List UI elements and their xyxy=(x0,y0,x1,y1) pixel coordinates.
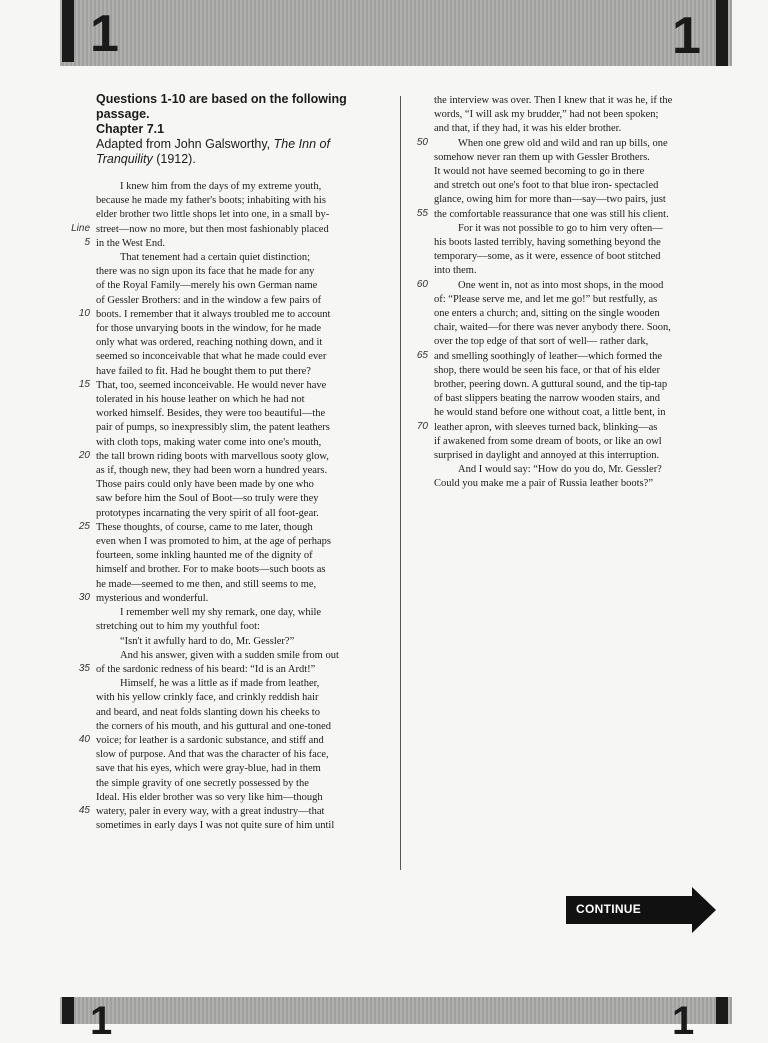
passage-line: street—now no more, but then most fashionably placed xyxy=(96,223,329,235)
passage-line: stretching out to him my youthful foot: xyxy=(96,621,260,633)
line-number: 25 xyxy=(78,520,90,532)
passage-line: himself and brother. For to make boots—such boots as xyxy=(96,564,326,576)
line-number: 20 xyxy=(78,449,90,461)
chapter-label: Chapter 7.1 xyxy=(96,122,165,136)
line-number: 5 xyxy=(84,236,90,248)
line-number: 35 xyxy=(78,662,90,674)
passage-line: I remember well my shy remark, one day, while xyxy=(120,607,322,619)
passage-line: Himself, he was a little as if made from leather, xyxy=(120,678,320,690)
passage-line: sometimes in early days I was not quite sure of him until xyxy=(96,820,335,832)
passage-line: for those unvarying boots in the window, for he made xyxy=(96,323,322,335)
passage-line: pair of pumps, so inexpressibly slim, the patent leathers xyxy=(96,422,330,434)
passage-line: chair, waited—for there was never anybody there. Soon, xyxy=(434,322,671,334)
continue-arrow[interactable] xyxy=(566,887,716,933)
passage-line: he made—seemed to me then, and still seems to me, xyxy=(96,578,317,590)
passage-line: shop, there would be seen his face, or that of his elder xyxy=(434,364,660,376)
line-number: 10 xyxy=(78,307,90,319)
passage-line: and that, if they had, it was his elder brother. xyxy=(434,123,622,135)
source-year: (1912). xyxy=(152,152,196,166)
page-number-right: 1 xyxy=(672,7,701,65)
passage-line: And his answer, given with a sudden smile from out xyxy=(120,649,339,661)
passage-line: That tenement had a certain quiet distinction; xyxy=(120,252,311,264)
source-line1 xyxy=(96,137,376,152)
line-number: 15 xyxy=(78,378,90,390)
passage-line: For it was not possible to go to him very often— xyxy=(458,222,663,234)
passage-line: the tall brown riding boots with marvellous sooty glow, xyxy=(96,450,329,462)
passage-line: When one grew old and wild and ran up bills, one xyxy=(458,137,668,149)
passage-line: and smelling soothingly of leather—which formed the xyxy=(434,350,663,362)
passage-line: of: “Please serve me, and let me go!” but restfully, as xyxy=(434,293,658,305)
line-number: 70 xyxy=(416,420,428,432)
passage-line: “Isn't it awfully hard to do, Mr. Gessler?” xyxy=(120,635,295,647)
line-number: 65 xyxy=(416,349,428,361)
passage-line: of bast slippers beating the narrow wooden stairs, and xyxy=(434,393,660,405)
passage-line: That, too, seemed inconceivable. He would never have xyxy=(96,379,327,391)
passage-line: seemed so inconceivable that what he made could ever xyxy=(96,351,327,363)
passage-line: Those pairs could only have been made by one who xyxy=(96,479,314,491)
passage-line: save that his eyes, which were gray-blue, had in them xyxy=(96,763,321,775)
line-number: 55 xyxy=(416,207,428,219)
line-number: 40 xyxy=(78,733,90,745)
passage-line: and stretch out one's foot to that blue iron- spectacled xyxy=(434,180,659,192)
passage-line: he would stand before one without coat, a little bent, in xyxy=(434,407,666,419)
page-number-left: 1 xyxy=(90,5,119,63)
passage-line: I knew him from the days of my extreme youth, xyxy=(120,181,322,192)
line-number: 50 xyxy=(416,136,428,148)
passage-line: the corners of his mouth, and his guttural and one-toned xyxy=(96,720,332,732)
passage-line: One went in, not as into most shops, in the mood xyxy=(458,279,664,291)
passage-line: with his yellow crinkly face, and crinkly reddish hair xyxy=(96,692,319,704)
passage-line: in the West End. xyxy=(96,237,165,249)
passage-line: worked himself. Besides, they were too beautiful—the xyxy=(96,408,326,420)
footer-number-right: 1 xyxy=(672,999,695,1043)
passage-line: prototypes incarnating the very spirit of all foot-gear. xyxy=(96,507,319,519)
page-header-band xyxy=(60,0,732,66)
passage-line: watery, paler in every way, with a great industry—that xyxy=(96,805,325,817)
passage-line: glance, owing him for more than—say—two pairs, just xyxy=(434,194,666,206)
passage-line: somehow never ran them up with Gessler Brothers. xyxy=(434,151,650,163)
footer-bar-left xyxy=(62,997,74,1024)
passage-line: of the Royal Family—merely his own German name xyxy=(96,280,318,292)
passage-line: Could you make me a pair of Russia leather boots?” xyxy=(434,478,653,490)
header-bar-left xyxy=(62,0,74,62)
passage-column-right xyxy=(434,94,714,492)
questions-intro-line2: passage. xyxy=(96,107,150,121)
passage-header xyxy=(96,92,376,167)
passage-line: the simple gravity of one secretly possessed by the xyxy=(96,777,309,789)
passage-line: boots. I remember that it always troubled me to account xyxy=(96,308,331,320)
passage-line: of the sardonic redness of his beard: “Id is an Ardt!” xyxy=(96,663,316,675)
continue-label: CONTINUE xyxy=(576,902,642,916)
passage-line: with cloth tops, making water come into one's mouth, xyxy=(96,436,322,448)
passage-column-left xyxy=(96,180,376,833)
line-number: 45 xyxy=(78,804,90,816)
source-title-cont: Tranquility xyxy=(96,152,153,166)
passage-line: leather apron, with sleeves turned back, blinking—as xyxy=(434,421,658,433)
passage-line: because he made my father's boots; inhabiting with his xyxy=(96,195,326,207)
passage-line: of Gessler Brothers: and in the window a few pairs of xyxy=(96,294,322,306)
passage-line: temporary—some, as it were, essence of boot stitched xyxy=(434,251,661,263)
passage-line: words, “I will ask my brudder,” had not been spoken; xyxy=(434,109,659,121)
passage-line: if awakened from some dream of boots, or like an owl xyxy=(434,435,662,447)
passage-line: brother, peering down. A guttural sound, and the tip-tap xyxy=(434,379,668,391)
passage-line: voice; for leather is a sardonic substance, and stiff and xyxy=(96,734,324,746)
passage-line: as if, though new, they had been worn a hundred years. xyxy=(96,465,328,477)
passage-line: and beard, and neat folds slanting down his cheeks to xyxy=(96,706,320,718)
line-number: 30 xyxy=(78,591,90,603)
passage-line: mysterious and wonderful. xyxy=(96,592,209,604)
passage-line: his boots lasted terribly, having something beyond the xyxy=(434,237,661,249)
passage-line: slow of purpose. And that was the character of his face, xyxy=(96,749,329,761)
source-title: The Inn of xyxy=(273,137,330,151)
passage-line: And I would say: “How do you do, Mr. Gessler? xyxy=(458,464,662,476)
source-prefix: Adapted from John Galsworthy, xyxy=(96,137,274,151)
passage-line: elder brother two little shops let into one, in a small by- xyxy=(96,209,330,221)
page-footer-band xyxy=(60,997,732,1043)
passage-line: have failed to fit. Had he bought them to put there? xyxy=(96,365,311,377)
questions-intro-line1: Questions 1-10 are based on the following xyxy=(96,92,347,106)
passage-line: even when I was promoted to him, at the age of perhaps xyxy=(96,536,332,548)
passage-line: over the top edge of that sort of well— rather dark, xyxy=(434,336,649,348)
passage-line: Ideal. His elder brother was so very like him—though xyxy=(96,791,323,803)
line-number: 60 xyxy=(416,278,428,290)
passage-line: the interview was over. Then I knew that it was he, if the xyxy=(434,95,673,106)
line-label: Line xyxy=(71,223,90,234)
passage-line: the comfortable reassurance that one was still his client. xyxy=(434,208,669,220)
passage-line: tolerated in his house leather on which he had not xyxy=(96,394,305,406)
passage-line: fourteen, some inkling haunted me of the dignity of xyxy=(96,550,313,562)
passage-line: saw before him the Soul of Boot—so truly were they xyxy=(96,493,319,505)
passage-line: only what was ordered, reaching nothing down, and it xyxy=(96,337,323,349)
passage-line: there was no sign upon its face that he made for any xyxy=(96,266,315,278)
source-line2 xyxy=(96,152,376,167)
passage-line: surprised in daylight and annoyed at this interruption. xyxy=(434,450,660,462)
footer-number-left: 1 xyxy=(90,999,113,1043)
footer-bar-right xyxy=(716,997,728,1024)
passage-line: It would not have seemed becoming to go in there xyxy=(434,166,645,178)
passage-line: into them. xyxy=(434,265,477,277)
passage-line: one enters a church; and, sitting on the single wooden xyxy=(434,308,660,320)
passage-line: These thoughts, of course, came to me later, though xyxy=(96,521,313,533)
header-bar-right xyxy=(716,0,728,66)
